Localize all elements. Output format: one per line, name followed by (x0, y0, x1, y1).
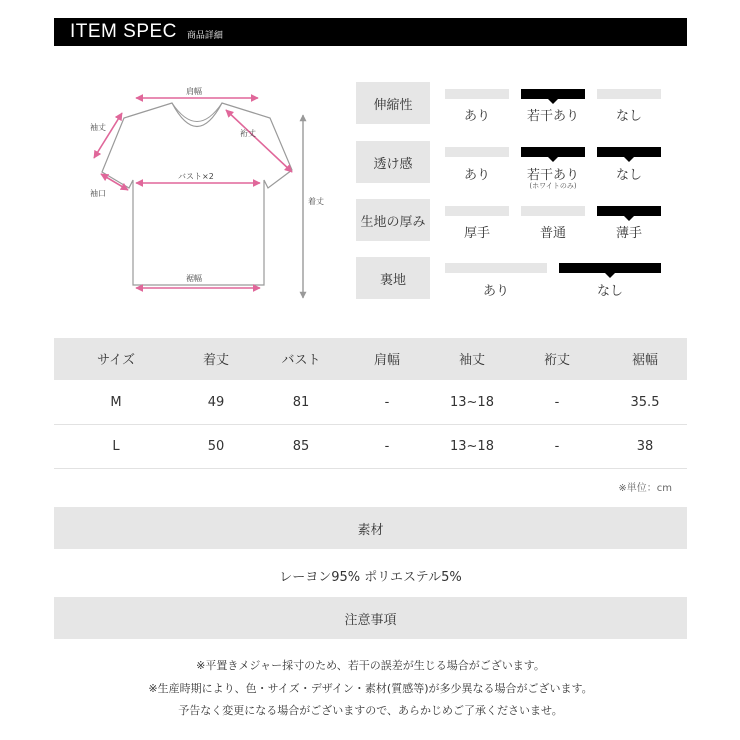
yuki-label: 裄丈 (240, 129, 256, 138)
sleeve-length-label: 袖丈 (90, 123, 106, 132)
col-header-sleeve: 袖丈 (458, 353, 485, 368)
garment-diagram (0, 0, 340, 320)
lining-label: 裏地 (356, 257, 430, 299)
stretch-bar-slight (521, 89, 585, 99)
lining-bar-yes (445, 263, 547, 273)
stretch-bar-yes (445, 89, 509, 99)
thickness-label: 生地の厚み (356, 199, 430, 241)
lining-opt-yes: あり (482, 284, 509, 299)
tshirt-outline-icon (0, 0, 340, 320)
note-line-1: ※平置きメジャー採寸のため、若干の誤差が生じる場合がございます。 (196, 659, 545, 672)
row-m-length: 49 (207, 395, 225, 410)
sheerness-opt-slight: 若干あり (526, 168, 579, 183)
row-m-bust: 81 (292, 395, 310, 410)
row-l-hem: 38 (636, 439, 654, 454)
thickness-opt-thin: 薄手 (615, 226, 642, 241)
sheerness-bar-yes (445, 147, 509, 157)
row-l-yuki: - (554, 439, 560, 454)
shoulder-label: 肩幅 (186, 87, 202, 96)
lining-opt-no: なし (596, 284, 623, 299)
col-header-size: サイズ (97, 353, 135, 368)
thickness-opt-thick: 厚手 (463, 226, 490, 241)
row-l-size: L (112, 439, 120, 454)
sheerness-label: 透け感 (356, 141, 430, 183)
material-value: レーヨン95% ポリエステル5% (279, 570, 462, 585)
row-l-shoulder: - (384, 439, 390, 454)
bust-label: バスト×2 (178, 172, 214, 181)
stretch-label: 伸縮性 (356, 82, 430, 124)
row-divider (54, 468, 687, 469)
stretch-opt-yes: あり (463, 109, 490, 124)
note-line-2: ※生産時期により、色・サイズ・デザイン・素材(質感等)が多少異なる場合がございます。 (148, 682, 593, 695)
sheerness-bar-slight (521, 147, 585, 157)
stretch-bar-no (597, 89, 661, 99)
row-l-bust: 85 (292, 439, 310, 454)
sheerness-bar-no (597, 147, 661, 157)
row-m-yuki: - (554, 395, 560, 410)
row-m-hem: 35.5 (630, 395, 660, 410)
header-subtitle: 商品詳細 (186, 30, 223, 41)
thickness-bar-thin (597, 206, 661, 216)
thickness-bar-normal (521, 206, 585, 216)
stretch-opt-slight: 若干あり (526, 109, 579, 124)
note-line-3: 予告なく変更になる場合がございますので、あらかじめご了承くださいませ。 (178, 704, 563, 717)
sheerness-note: (ホワイトのみ) (529, 182, 577, 190)
col-header-shoulder: 肩幅 (373, 353, 400, 368)
lining-bar-no (559, 263, 661, 273)
col-header-length: 着丈 (202, 353, 229, 368)
notes-header: 注意事項 (54, 597, 687, 639)
row-divider (54, 424, 687, 425)
sheerness-opt-yes: あり (463, 168, 490, 183)
stretch-opt-no: なし (615, 109, 642, 124)
row-m-shoulder: - (384, 395, 390, 410)
header-title: ITEM SPEC (70, 21, 177, 42)
material-header: 素材 (54, 507, 687, 549)
row-l-sleeve: 13~18 (450, 439, 494, 454)
thickness-opt-normal: 普通 (539, 226, 566, 241)
col-header-yuki: 裄丈 (543, 353, 570, 368)
col-header-hem: 裾幅 (631, 353, 658, 368)
unit-note: ※単位：cm (618, 483, 672, 494)
cuff-label: 袖口 (90, 189, 106, 198)
length-label: 着丈 (308, 197, 324, 206)
sheerness-opt-no: なし (615, 168, 642, 183)
thickness-bar-thick (445, 206, 509, 216)
row-m-sleeve: 13~18 (450, 395, 494, 410)
row-m-size: M (110, 395, 122, 410)
col-header-bust: バスト (281, 353, 321, 368)
row-l-length: 50 (207, 439, 225, 454)
hem-label: 裾幅 (186, 274, 202, 283)
